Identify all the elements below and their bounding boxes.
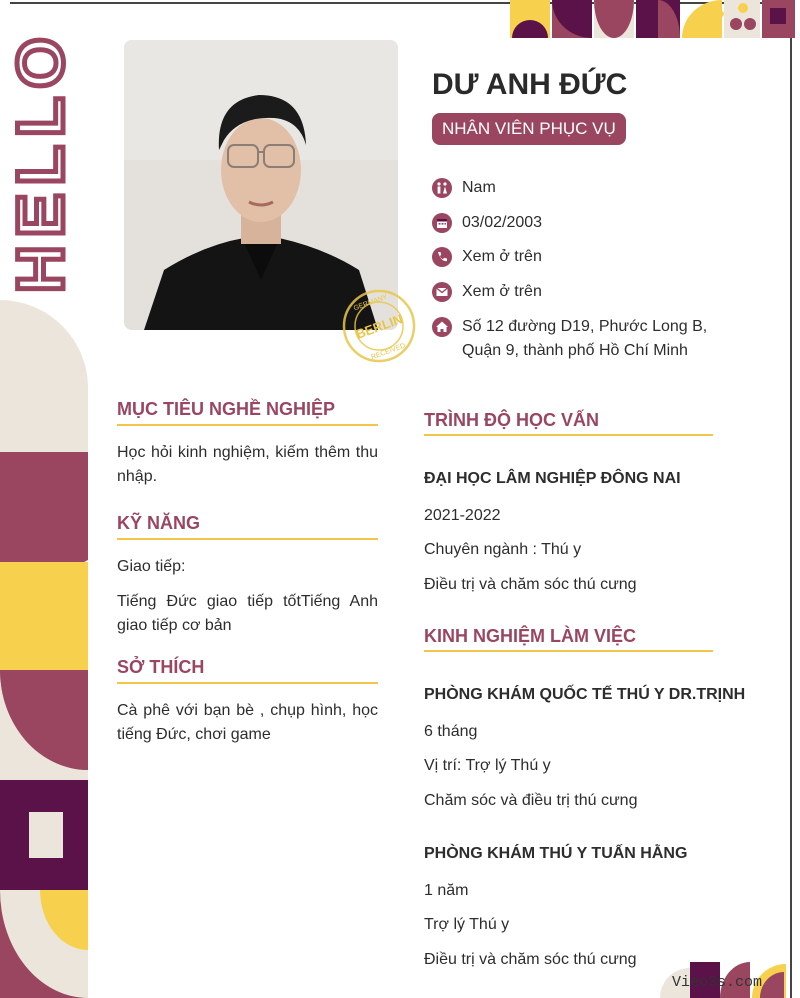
job-2-detail: Điều trị và chăm sóc thú cưng — [424, 951, 637, 968]
hobbies-divider — [117, 682, 378, 684]
svg-text:GERMANY: GERMANY — [352, 293, 389, 313]
education-detail: Điều trị và chăm sóc thú cưng — [424, 576, 637, 593]
email-text: Xem ở trên — [462, 283, 542, 300]
hello-vertical-text: HELLO — [3, 29, 77, 293]
job-1-detail: Chăm sóc và điều trị thú cưng — [424, 792, 638, 809]
info-email — [432, 282, 542, 304]
skills-title: KỸ NĂNG — [117, 513, 201, 533]
objective-title: MỤC TIÊU NGHỀ NGHIỆP — [117, 399, 336, 419]
job-title-badge: NHÂN VIÊN PHỤC VỤ — [432, 113, 626, 145]
objective-divider — [117, 424, 378, 426]
experience-title: KINH NGHIỆM LÀM VIỆC — [424, 626, 637, 646]
address-text: Số 12 đường D19, Phước Long B, Quận 9, thành phố Hồ Chí Minh — [462, 318, 708, 359]
berlin-stamp — [340, 287, 418, 365]
job-2-position: Trợ lý Thú y — [424, 916, 510, 933]
birthday-text: 03/02/2003 — [462, 214, 543, 231]
experience-divider — [424, 650, 713, 652]
phone-text: Xem ở trên — [462, 248, 542, 265]
right-border — [790, 2, 792, 998]
education-title: TRÌNH ĐỘ HỌC VẤN — [424, 410, 599, 430]
job-2-duration: 1 năm — [424, 882, 469, 899]
watermark: Vieo3s.com — [672, 974, 763, 991]
info-phone — [432, 247, 542, 269]
mail-icon — [432, 282, 452, 302]
full-name: DƯ ANH ĐỨC — [432, 68, 628, 101]
job-1-duration: 6 tháng — [424, 723, 478, 740]
job-1-position: Vị trí: Trợ lý Thú y — [424, 757, 551, 774]
gender-icon — [432, 178, 452, 198]
education-school: ĐẠI HỌC LÂM NGHIỆP ĐÔNG NAI — [424, 470, 681, 487]
info-birthday — [432, 213, 542, 235]
gender-text: Nam — [462, 179, 496, 196]
skills-line-2: Tiếng Đức giao tiếp tốtTiếng Anh giao tiếp cơ bản — [117, 593, 378, 634]
info-address — [432, 317, 732, 363]
skills-line-1: Giao tiếp: — [117, 558, 186, 575]
calendar-icon — [432, 213, 452, 233]
job-1-company: PHÒNG KHÁM QUỐC TẾ THÚ Y DR.TRỊNH — [424, 686, 746, 703]
education-divider — [424, 434, 713, 436]
hobbies-title: SỞ THÍCH — [117, 657, 205, 677]
skills-divider — [117, 538, 378, 540]
home-icon — [432, 317, 452, 337]
education-major: Chuyên ngành : Thú y — [424, 541, 582, 558]
phone-icon — [432, 247, 452, 267]
job-2-company: PHÒNG KHÁM THÚ Y TUẤN HẰNG — [424, 845, 688, 862]
svg-text:RECEIVED: RECEIVED — [370, 342, 407, 362]
education-period: 2021-2022 — [424, 507, 501, 524]
objective-text: Học hỏi kinh nghiệm, kiếm thêm thu nhập. — [117, 444, 378, 485]
svg-text:BERLIN: BERLIN — [353, 311, 405, 342]
info-gender — [432, 178, 496, 200]
hobbies-text: Cà phê với bạn bè , chụp hình, học tiếng Đức, chơi game — [117, 702, 378, 743]
top-right-decor — [510, 0, 795, 38]
